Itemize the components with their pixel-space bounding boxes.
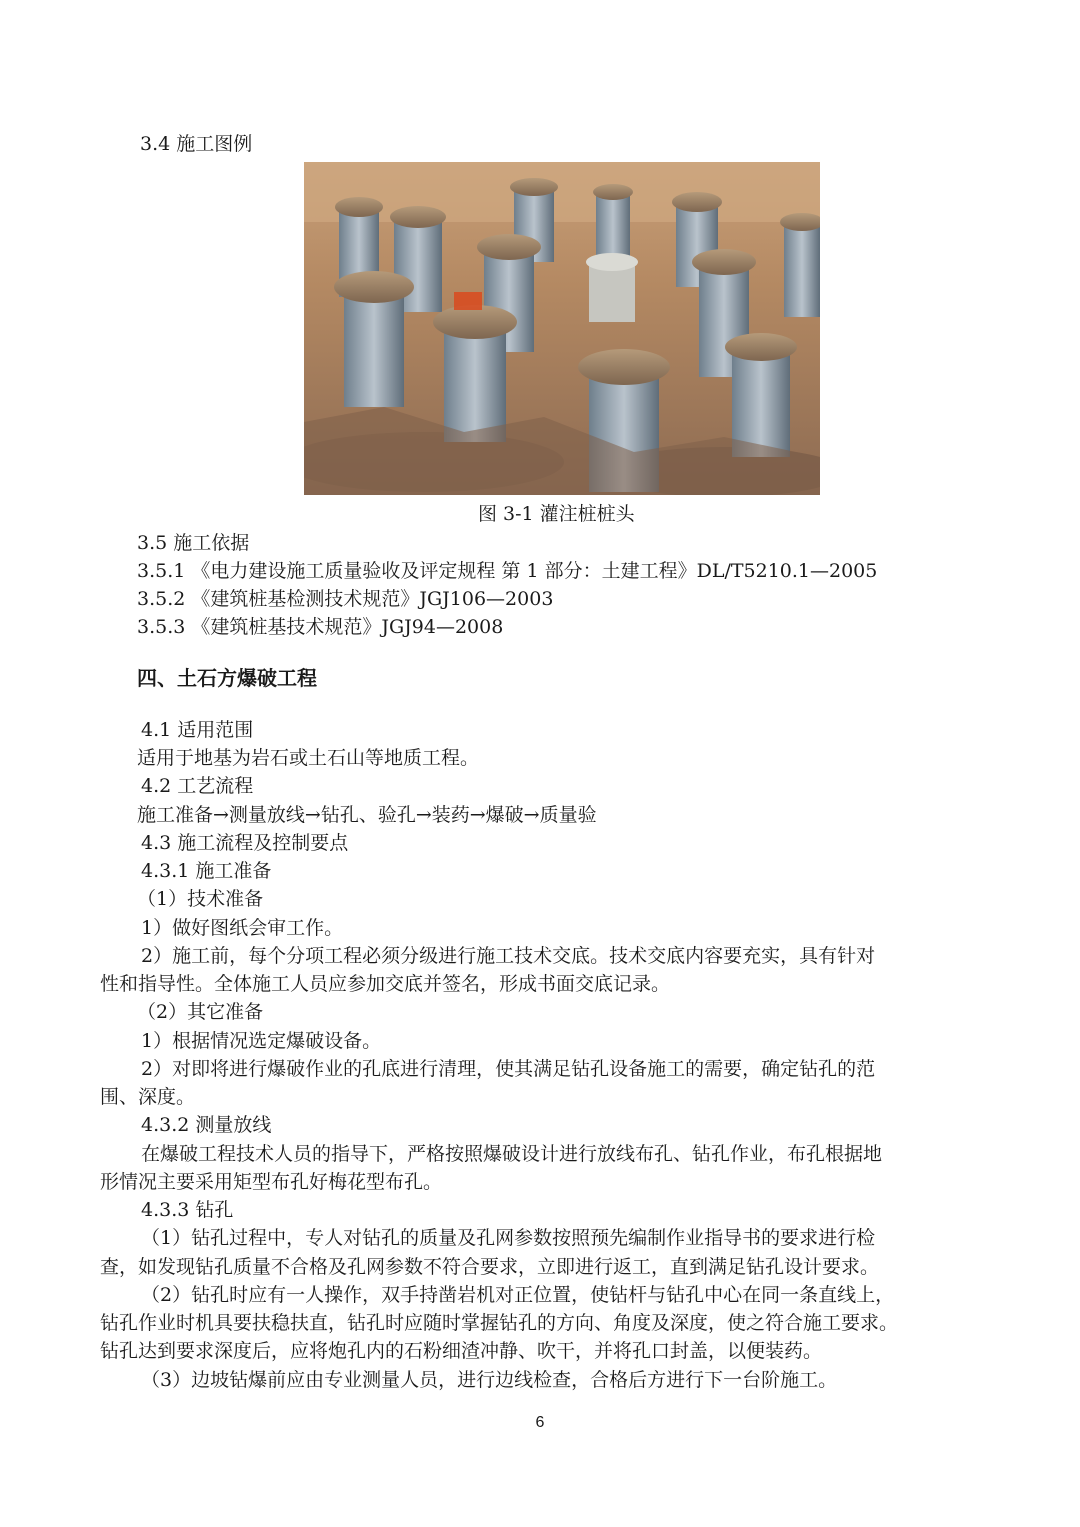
paragraph: 钻孔达到要求深度后，应将炮孔内的石粉细渣冲静、吹干，并将孔口封盖，以便装药。 [100,1340,823,1362]
paragraph: （1）钻孔过程中，专人对钻孔的质量及孔网参数按照预先编制作业指导书的要求进行检 [141,1227,876,1249]
subheading: （1）技术准备 [137,888,264,910]
paragraph: 围、深度。 [100,1086,196,1108]
paragraph: 性和指导性。全体施工人员应参加交底并签名，形成书面交底记录。 [100,973,671,995]
section-4-2-heading: 4.2 工艺流程 [141,775,254,797]
paragraph: 在爆破工程技术人员的指导下，严格按照爆破设计进行放线布孔、钻孔作业，布孔根据地 [141,1143,883,1165]
reference-item: 3.5.2 《建筑桩基检测技术规范》JGJ106—2003 [137,588,554,610]
section-4-3-1-heading: 4.3.1 施工准备 [141,860,272,882]
paragraph: 1）做好图纸会审工作。 [141,917,344,939]
section-3-5-heading: 3.5 施工依据 [137,532,250,554]
section-3-4-heading: 3.4 施工图例 [140,133,253,155]
paragraph: 形情况主要采用矩型布孔好梅花型布孔。 [100,1171,443,1193]
chapter-4-heading: 四、土石方爆破工程 [137,666,317,690]
paragraph: （3）边坡钻爆前应由专业测量人员，进行边线检查，合格后方进行下一台阶施工。 [141,1369,838,1391]
pile-heads-photo [304,162,820,495]
reference-item: 3.5.3 《建筑桩基技术规范》JGJ94—2008 [137,616,504,638]
page-number: 6 [535,1414,545,1431]
paragraph: 查，如发现钻孔质量不合格及孔网参数不符合要求，立即进行返工，直到满足钻孔设计要求。 [100,1256,880,1278]
paragraph: 2）施工前，每个分项工程必须分级进行施工技术交底。技术交底内容要充实，具有针对 [141,945,876,967]
section-4-3-2-heading: 4.3.2 测量放线 [141,1114,272,1136]
paragraph: （2）钻孔时应有一人操作，双手持凿岩机对正位置，使钻杆与钻孔中心在同一条直线上， [141,1284,895,1306]
paragraph: 适用于地基为岩石或土石山等地质工程。 [137,747,480,769]
paragraph: 施工准备→测量放线→钻孔、验孔→装药→爆破→质量验 [137,804,597,826]
section-4-1-heading: 4.1 适用范围 [141,719,254,741]
reference-item: 3.5.1 《电力建设施工质量验收及评定规程 第 1 部分：土建工程》DL/T5210.1—2005 [137,560,878,582]
paragraph: 钻孔作业时机具要扶稳扶直，钻孔时应随时掌握钻孔的方向、角度及深度，使之符合施工要求。 [100,1312,899,1334]
subheading: （2）其它准备 [137,1001,264,1023]
section-4-3-3-heading: 4.3.3 钻孔 [141,1199,234,1221]
figure-caption: 图 3-1 灌注桩桩头 [478,503,635,525]
paragraph: 1）根据情况选定爆破设备。 [141,1030,382,1052]
paragraph: 2）对即将进行爆破作业的孔底进行清理，使其满足钻孔设备施工的需要，确定钻孔的范 [141,1058,876,1080]
section-4-3-heading: 4.3 施工流程及控制要点 [141,832,349,854]
